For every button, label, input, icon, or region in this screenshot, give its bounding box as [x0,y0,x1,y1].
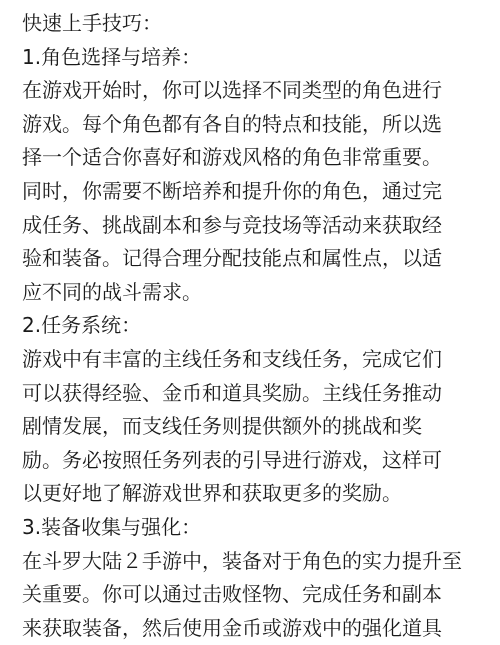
paragraph-line: 验和装备。记得合理分配技能点和属性点，以适 [22,246,442,271]
paragraph-line: 可以获得经验、金币和道具奖励。主线任务推动 [22,380,442,405]
paragraph-line: 同时，你需要不断培养和提升你的角色，通过完 [22,179,442,203]
paragraph-line: 剧情发展，而支线任务则提供额外的挑战和奖 [22,414,422,439]
paragraph-line: 在斗罗大陆２手游中，装备对于角色的实力提升至 [22,548,462,573]
paragraph-line: 择一个适合你喜好和游戏风格的角色非常重要。 [22,145,442,170]
paragraph-line: 以更好地了解游戏世界和获取更多的奖励。 [22,481,402,506]
section-heading-character: 1.角色选择与培养： [22,44,202,69]
section-heading-equipment: 3.装备收集与强化： [22,515,202,539]
paragraph-line: 励。务必按照任务列表的引导进行游戏，这样可 [22,447,442,472]
paragraph-line: 关重要。你可以通过击败怪物、完成任务和副本 [22,582,442,607]
section-heading-tasks: 2.任务系统： [22,313,142,338]
paragraph-line: 游戏。每个角色都有各自的特点和技能，所以选 [22,111,442,136]
paragraph-line: 来获取装备，然后使用金币或游戏中的强化道具 [22,615,442,640]
paragraph-line: 应不同的战斗需求。 [22,279,202,304]
paragraph-line: 成任务、挑战副本和参与竞技场等活动来获取经 [22,212,442,237]
paragraph-line: 在游戏开始时，你可以选择不同类型的角色进行 [22,78,442,103]
paragraph-line: 游戏中有丰富的主线任务和支线任务，完成它们 [22,347,442,371]
heading-quick-tips: 快速上手技巧： [22,11,162,35]
